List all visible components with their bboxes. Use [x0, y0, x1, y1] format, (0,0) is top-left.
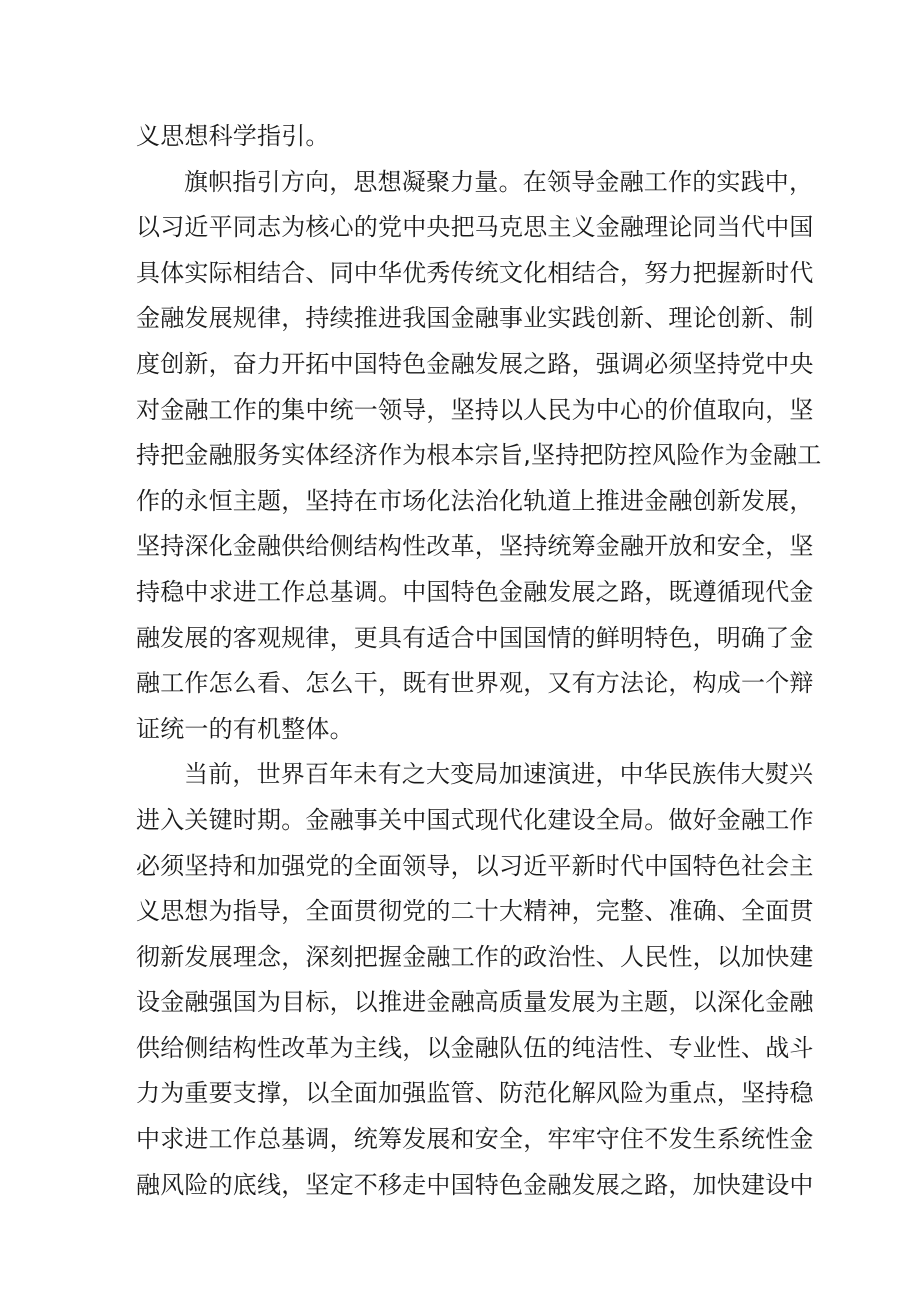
text-line: 进入关键时期。金融事关中国式现代化建设全局。做好金融工作: [136, 805, 814, 834]
text-line: 度创新，奋力开拓中国特色金融发展之路，强调必须坚持党中央: [136, 349, 814, 378]
text-line: 持把金融服务实体经济作为根本宗旨,坚持把防控风险作为金融工: [136, 441, 822, 470]
document-body: [136, 114, 822, 1208]
text-line: 义思想为指导，全面贯彻党的二十大精神，完整、准确、全面贯: [136, 897, 814, 926]
text-line: 具体实际相结合、同中华优秀传统文化相结合，努力把握新时代: [136, 258, 814, 287]
paragraph-banner-guidance: [136, 160, 822, 753]
text-line: 必须坚持和加强党的全面领导，以习近平新时代中国特色社会主: [136, 851, 814, 880]
text-line: 融工作怎么看、怎么干，既有世界观，又有方法论，构成一个辩: [136, 669, 814, 698]
text-line: 持稳中求进工作总基调。中国特色金融发展之路，既遵循现代金: [136, 577, 814, 606]
text-line: 义思想科学指引。: [136, 122, 330, 150]
text-line: 当前，世界百年未有之大变局加速演进，中华民族伟大熨兴: [184, 760, 814, 789]
paragraph-current-situation: [136, 752, 814, 1208]
text-line: 中求进工作总基调，统筹发展和安全，牢牢守住不发生系统性金: [136, 1125, 814, 1154]
text-line: 设金融强国为目标，以推进金融高质量发展为主题，以深化金融: [136, 988, 814, 1017]
text-line: 以习近平同志为核心的党中央把马克思主义金融理论同当代中国: [136, 213, 814, 242]
text-line: 融风险的底线，坚定不移走中国特色金融发展之路，加快建设中: [136, 1170, 814, 1199]
text-line: 金融发展规律，持续推进我国金融事业实践创新、理论创新、制: [136, 304, 814, 333]
text-line: 供给侧结构性改革为主线，以金融队伍的纯洁性、专业性、战斗: [136, 1033, 814, 1062]
text-line: 对金融工作的集中统一领导，坚持以人民为中心的价值取向，坚: [136, 395, 814, 424]
paragraph-continuation: [136, 114, 786, 160]
text-line: 旗帜指引方向，思想凝聚力量。在领导金融工作的实践中，: [184, 167, 814, 196]
text-line: 力为重要支撑，以全面加强监管、防范化解风险为重点，坚持稳: [136, 1079, 814, 1108]
text-line: 作的永恒主题，坚持在市场化法治化轨道上推进金融创新发展，: [136, 486, 814, 515]
text-line: 证统一的有机整体。: [136, 714, 354, 743]
text-line: 彻新发展理念，深刻把握金融工作的政治性、人民性，以加快建: [136, 942, 814, 971]
text-line: 融发展的客观规律，更具有适合中国国情的鲜明特色，明确了金: [136, 623, 814, 652]
text-line: 坚持深化金融供给侧结构性改革，坚持统筹金融开放和安全，坚: [136, 532, 814, 561]
